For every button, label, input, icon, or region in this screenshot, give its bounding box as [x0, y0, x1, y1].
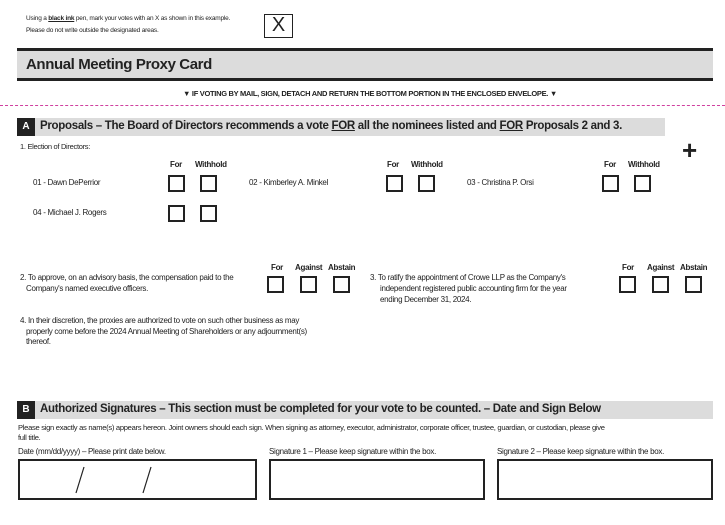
date-separators [20, 461, 255, 498]
nominee-04-withhold-checkbox[interactable] [200, 205, 217, 222]
proposal-3-text [370, 272, 567, 305]
instruction-text: pen, mark your votes with an X as shown in this example. [74, 15, 231, 22]
nominee-01-for-checkbox[interactable] [168, 175, 185, 192]
col-for: For [271, 263, 283, 272]
proposal-3-abstain-checkbox[interactable] [685, 276, 702, 293]
section-a-badge: A [17, 118, 35, 136]
nominee-03: 03 - Christina P. Orsi [467, 178, 534, 187]
col-withhold: Withhold [628, 160, 660, 169]
text-line: thereof. [26, 337, 51, 346]
title-text: all the nominees listed and [354, 120, 500, 132]
detach-line [0, 105, 725, 106]
proposal-4-text [20, 316, 307, 348]
section-b-badge: B [17, 401, 35, 419]
nominee-03-for-checkbox[interactable] [602, 175, 619, 192]
text-line: full title. [18, 433, 41, 442]
envelope-note: ▼ IF VOTING BY MAIL, SIGN, DETACH AND RETURN THE BOTTOM PORTION IN THE ENCLOSED ENVELOPE. ▼ [183, 89, 557, 98]
plus-icon: + [682, 135, 698, 165]
proposal-3-against-checkbox[interactable] [652, 276, 669, 293]
col-abstain: Abstain [328, 263, 356, 272]
col-withhold: Withhold [411, 160, 443, 169]
col-for: For [622, 263, 634, 272]
text-line: Please sign exactly as name(s) appears hereon. Joint owners should each sign. When signing as attorney, executor, administrator, corporate officer, trustee, guardian, or custodian, please give [18, 423, 605, 432]
nominee-04-for-checkbox[interactable] [168, 205, 185, 222]
date-input-box[interactable] [18, 459, 257, 500]
example-mark-box: X [264, 14, 293, 38]
col-for: For [170, 160, 182, 169]
signature-2-box[interactable] [497, 459, 713, 500]
page-title: Annual Meeting Proxy Card [26, 56, 212, 73]
instruction-line-1 [26, 15, 230, 22]
nominee-01-withhold-checkbox[interactable] [200, 175, 217, 192]
text-line: properly come before the 2024 Annual Meeting of Shareholders or any adjournment(s) [26, 326, 307, 336]
nominee-03-withhold-checkbox[interactable] [634, 175, 651, 192]
signature-instructions [18, 423, 605, 443]
date-label: Date (mm/dd/yyyy) – Please print date below. [18, 447, 166, 456]
instruction-line-2: Please do not write outside the designated areas. [26, 27, 159, 34]
col-against: Against [647, 263, 675, 272]
text-line: Company's named executive officers. [26, 284, 149, 293]
instruction-text: Using a [26, 15, 49, 22]
black-ink-emphasis: black ink [48, 15, 75, 22]
nominee-04: 04 - Michael J. Rogers [33, 208, 107, 217]
text-line: 3. To ratify the appointment of Crowe LLP as the Company's [370, 273, 566, 282]
col-abstain: Abstain [680, 263, 708, 272]
for-emphasis: FOR [331, 120, 355, 132]
col-for: For [604, 160, 616, 169]
title-text: Proposals – The Board of Directors recommends a vote [40, 120, 332, 132]
text-line: 4. In their discretion, the proxies are authorized to vote on such other business as may [20, 316, 300, 325]
title-text: Proposals 2 and 3. [522, 120, 623, 132]
section-b-title: Authorized Signatures – This section must be completed for your vote to be counted. – Date and Sign Below [40, 403, 601, 415]
proposal-2-abstain-checkbox[interactable] [333, 276, 350, 293]
section-a-title [40, 120, 622, 132]
for-emphasis: FOR [499, 120, 523, 132]
text-line: independent registered public accounting firm for the year [380, 284, 567, 293]
election-label: 1. Election of Directors: [20, 142, 91, 151]
nominee-02: 02 - Kimberley A. Minkel [249, 178, 329, 187]
proposal-2-text [20, 272, 233, 294]
proposal-2-for-checkbox[interactable] [267, 276, 284, 293]
nominee-02-for-checkbox[interactable] [386, 175, 403, 192]
proposal-2-against-checkbox[interactable] [300, 276, 317, 293]
col-against: Against [295, 263, 323, 272]
nominee-01: 01 - Dawn DePerrior [33, 178, 101, 187]
proposal-3-for-checkbox[interactable] [619, 276, 636, 293]
signature-1-label: Signature 1 – Please keep signature within the box. [269, 447, 437, 456]
col-withhold: Withhold [195, 160, 227, 169]
signature-2-label: Signature 2 – Please keep signature within the box. [497, 447, 665, 456]
text-line: ending December 31, 2024. [380, 295, 472, 304]
nominee-02-withhold-checkbox[interactable] [418, 175, 435, 192]
text-line: 2. To approve, on an advisory basis, the compensation paid to the [20, 273, 234, 282]
col-for: For [387, 160, 399, 169]
signature-1-box[interactable] [269, 459, 485, 500]
